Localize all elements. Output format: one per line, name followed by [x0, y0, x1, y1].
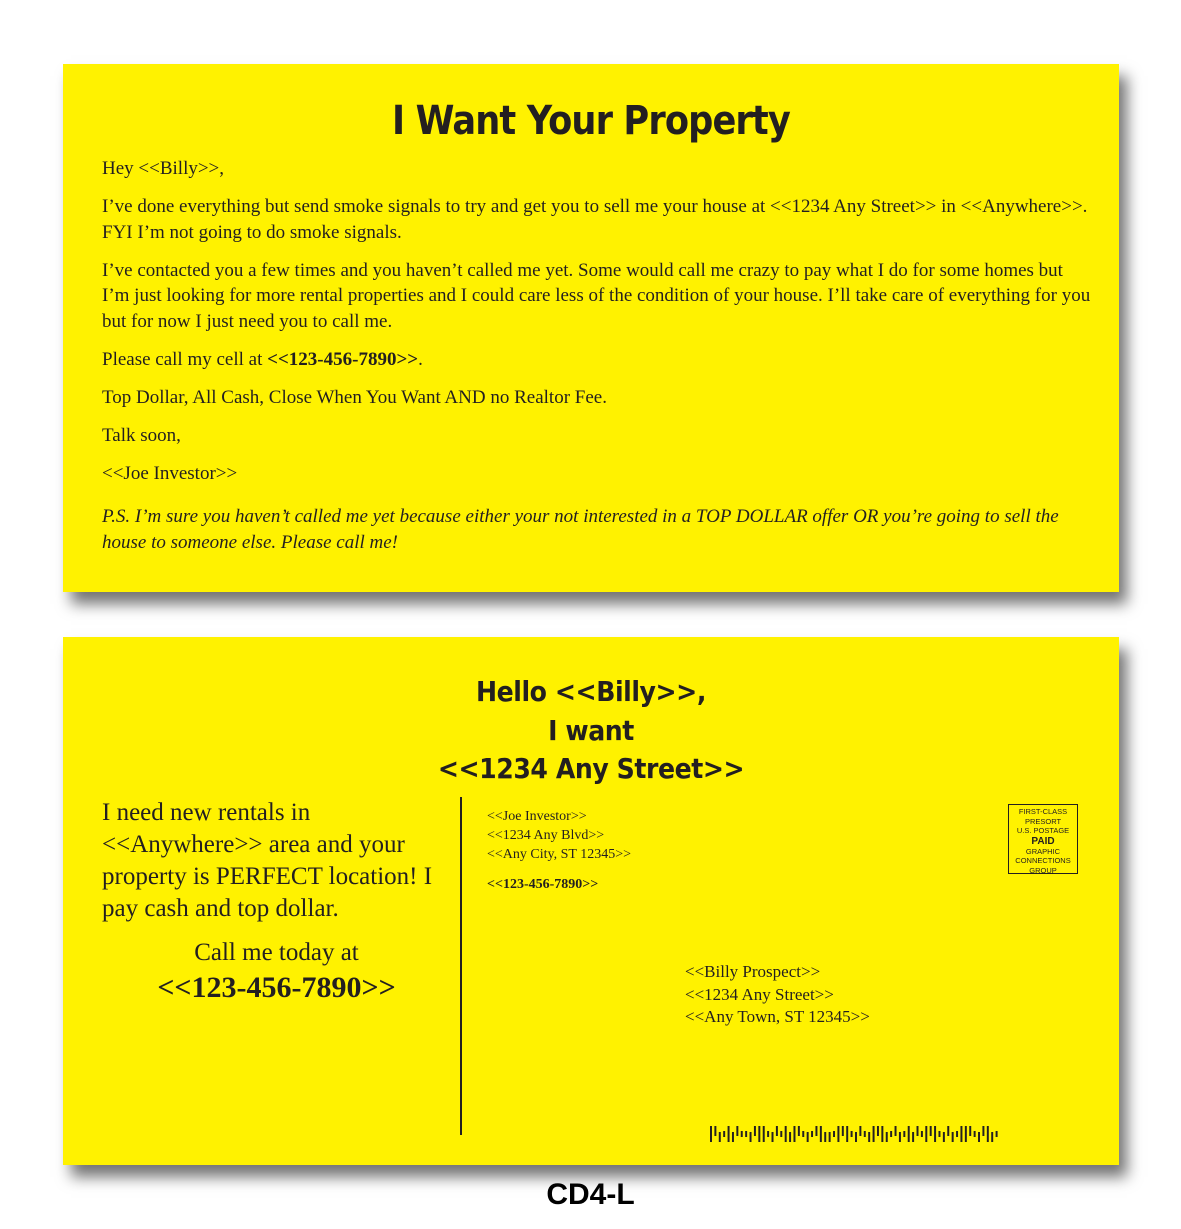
- barcode-bar: [965, 1126, 967, 1142]
- postage-line-5: GRAPHIC: [1025, 846, 1061, 856]
- back-phone-number: <<123-456-7890>>: [157, 971, 396, 1004]
- barcode-bar: [824, 1132, 826, 1142]
- barcode-bar: [772, 1132, 774, 1142]
- call-prefix: Please call my cell at: [102, 348, 268, 370]
- barcode-bar: [969, 1126, 971, 1136]
- call-label: Call me today at: [194, 939, 359, 966]
- barcode-bar: [723, 1131, 725, 1137]
- barcode-bar: [767, 1131, 769, 1137]
- barcode-bar: [785, 1126, 787, 1142]
- letter-greeting: Hey <<Billy>>,: [102, 158, 225, 179]
- barcode-bar: [996, 1131, 998, 1137]
- letter-phone-number: <<123-456-7890>>: [267, 348, 419, 370]
- recipient-street: <<1234 Any Street>>: [685, 984, 834, 1004]
- letter-paragraph-1: I’ve done everything but send smoke signals to try and get you to sell me your house at <<1234 Any Street>> in <<Anywhere>>. FYI I’m not going to do smoke signals.: [102, 196, 1088, 243]
- barcode-bar: [917, 1126, 919, 1136]
- barcode-bar: [741, 1131, 743, 1137]
- barcode-bar: [890, 1131, 892, 1137]
- letter-postscript: P.S. I’m sure you haven’t called me yet because either your not interested in a TOP DOLLAR offer OR you’re going to sell the house to someone else. Please call me!: [102, 506, 1059, 553]
- barcode-bar: [868, 1132, 870, 1142]
- letter-offer: Top Dollar, All Cash, Close When You Want AND no Realtor Fee.: [102, 386, 607, 408]
- call-suffix: .: [418, 348, 423, 370]
- postal-barcode: [710, 1126, 1000, 1142]
- product-code: CD4-L: [546, 1178, 635, 1211]
- barcode-bar: [925, 1126, 927, 1142]
- barcode-bar: [798, 1126, 800, 1136]
- postcard-back: [63, 637, 1119, 1165]
- barcode-bar: [987, 1126, 989, 1142]
- postage-line-1: FIRST-CLASS: [1018, 807, 1068, 816]
- letter-paragraph-2: I’ve contacted you a few times and you haven’t called me yet. Some would call me crazy to pay what I do for some homes but I’m just looking for more rental properties and I could care less of the condition of your house. I’ll take care of everything for you but for now I just need you to call me.: [102, 259, 1091, 332]
- barcode-bar: [978, 1132, 980, 1142]
- front-headline: I Want Your Property: [392, 98, 790, 144]
- barcode-bar: [956, 1131, 958, 1137]
- barcode-bar: [991, 1132, 993, 1142]
- barcode-bar: [859, 1126, 861, 1136]
- letter-body: [102, 156, 1092, 568]
- postage-indicia: [1008, 804, 1078, 874]
- letter-signature: <<Joe Investor>>: [102, 462, 238, 484]
- barcode-bar: [719, 1132, 721, 1142]
- postage-line-6: CONNECTIONS: [1015, 856, 1071, 865]
- postage-line-7: GROUP: [1029, 865, 1057, 875]
- barcode-bar: [881, 1126, 883, 1142]
- postage-line-2: PRESORT: [1024, 816, 1062, 826]
- barcode-bar: [903, 1131, 905, 1137]
- barcode-bar: [886, 1132, 888, 1142]
- barcode-bar: [908, 1126, 910, 1142]
- letter-closing: Talk soon,: [102, 424, 181, 446]
- recipient-name: <<Billy Prospect>>: [685, 962, 821, 981]
- barcode-bar: [873, 1126, 875, 1142]
- barcode-bar: [837, 1126, 839, 1142]
- return-phone: <<123-456-7890>>: [487, 877, 599, 892]
- barcode-bar: [714, 1126, 716, 1136]
- barcode-bar: [974, 1131, 976, 1137]
- recipient-address: [685, 961, 870, 1029]
- barcode-bar: [846, 1126, 848, 1142]
- barcode-bar: [758, 1126, 760, 1142]
- barcode-bar: [952, 1132, 954, 1142]
- barcode-bar: [943, 1132, 945, 1142]
- barcode-bar: [930, 1126, 932, 1136]
- barcode-bar: [820, 1126, 822, 1142]
- barcode-bar: [807, 1132, 809, 1142]
- recipient-city: <<Any Town, ST 12345>>: [685, 1007, 870, 1026]
- barcode-bar: [710, 1126, 712, 1142]
- barcode-bar: [763, 1126, 765, 1142]
- return-street: <<1234 Any Blvd>>: [487, 828, 605, 843]
- postcard-front: [63, 64, 1119, 592]
- postage-paid: PAID: [1031, 835, 1055, 847]
- barcode-bar: [855, 1132, 857, 1142]
- barcode-bar: [864, 1131, 866, 1137]
- barcode-bar: [960, 1126, 962, 1142]
- barcode-bar: [750, 1132, 752, 1142]
- barcode-bar: [793, 1126, 795, 1142]
- barcode-bar: [982, 1126, 984, 1136]
- back-headline: [116, 673, 1066, 789]
- barcode-bar: [912, 1132, 914, 1142]
- barcode-bar: [938, 1131, 940, 1137]
- barcode-bar: [921, 1131, 923, 1137]
- postage-line-3: U.S. POSTAGE: [1016, 826, 1070, 835]
- barcode-bar: [877, 1126, 879, 1136]
- barcode-bar: [934, 1126, 936, 1142]
- barcode-bar: [780, 1131, 782, 1137]
- back-headline-line-2: I want: [548, 713, 634, 747]
- return-name: <<Joe Investor>>: [487, 809, 587, 824]
- barcode-bar: [842, 1126, 844, 1136]
- pitch-text: I need new rentals in <<Anywhere>> area and your property is PERFECT location! I pay cash and top dollar.: [102, 799, 433, 922]
- barcode-bar: [732, 1132, 734, 1142]
- letter-call-line: [102, 347, 1092, 373]
- barcode-bar: [776, 1126, 778, 1136]
- barcode-bar: [736, 1126, 738, 1136]
- barcode-bar: [895, 1126, 897, 1136]
- address-divider: [460, 797, 462, 1135]
- barcode-bar: [829, 1132, 831, 1142]
- barcode-bar: [833, 1131, 835, 1137]
- back-headline-line-1: Hello <<Billy>>,: [476, 675, 706, 708]
- barcode-bar: [899, 1132, 901, 1142]
- return-city: <<Any City, ST 12345>>: [487, 847, 631, 862]
- barcode-bar: [811, 1131, 813, 1137]
- barcode-bar: [815, 1126, 817, 1136]
- barcode-bar: [754, 1126, 756, 1136]
- barcode-bar: [789, 1132, 791, 1142]
- return-address: [487, 807, 631, 864]
- barcode-bar: [851, 1131, 853, 1137]
- barcode-bar: [802, 1131, 804, 1137]
- barcode-bar: [728, 1126, 730, 1142]
- back-headline-line-3: <<1234 Any Street>>: [437, 752, 745, 785]
- barcode-bar: [947, 1126, 949, 1136]
- barcode-bar: [745, 1131, 747, 1137]
